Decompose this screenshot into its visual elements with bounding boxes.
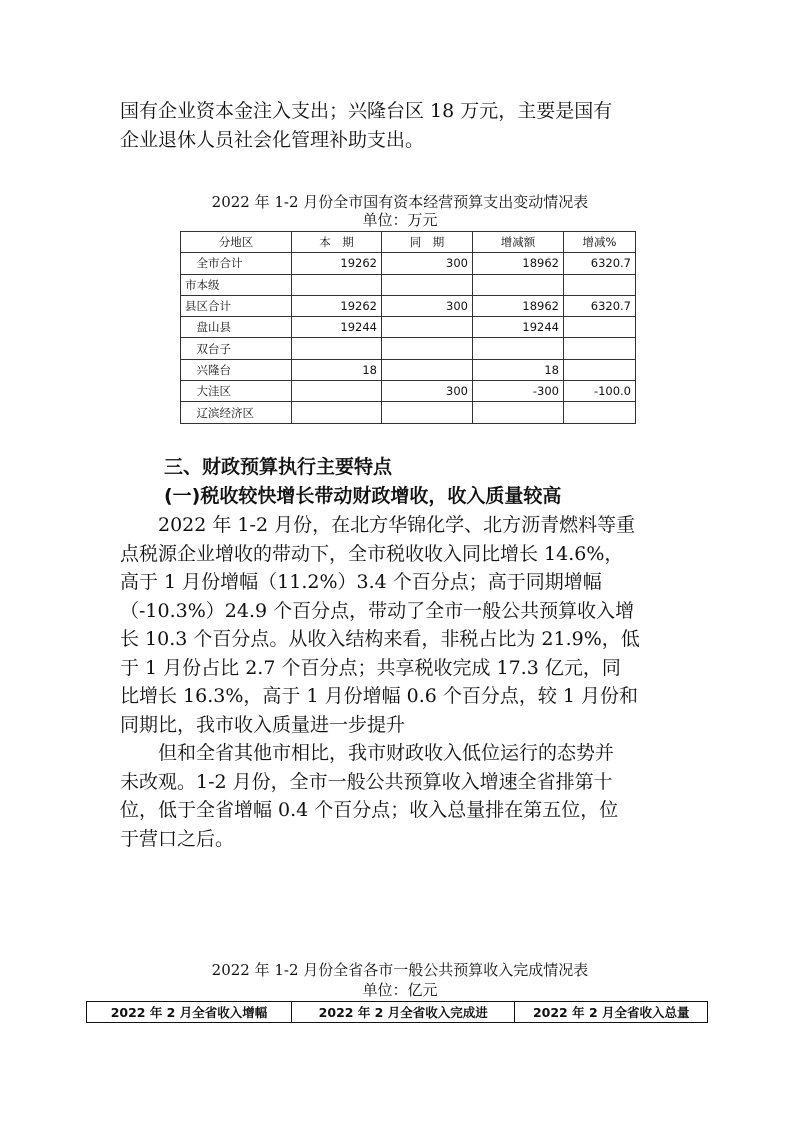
table-cell [473, 402, 564, 423]
table-cell: 县区合计 [181, 295, 292, 316]
table-row [181, 317, 636, 338]
body-paragraph-1 [120, 511, 680, 739]
table-cell: 18962 [473, 295, 564, 316]
paragraph-line: 但和全省其他市相比，我市财政收入低位运行的态势并 [120, 742, 615, 764]
table-cell: -100.0 [564, 381, 636, 402]
table-cell [382, 402, 473, 423]
table-cell [382, 359, 473, 380]
table2-unit: 单位：亿元 [362, 981, 438, 999]
table-cell: 300 [382, 295, 473, 316]
table-cell [473, 274, 564, 295]
table2-title: 2022 年 1-2 月份全省各市一般公共预算收入完成情况表 [211, 961, 589, 979]
paragraph-line: 位，低于全省增幅 0.4 个百分点；收入总量排在第五位，位 [120, 799, 619, 821]
table-cell [564, 359, 636, 380]
paragraph-line: （-10.3%）24.9 个百分点，带动了全市一般公共预算收入增 [120, 599, 635, 622]
table-cell [564, 274, 636, 295]
table-cell [564, 402, 636, 423]
table-cell [382, 317, 473, 338]
provincial-revenue-table [86, 1001, 708, 1023]
table-cell: 辽滨经济区 [181, 402, 292, 423]
table-cell [292, 274, 382, 295]
table-cell: 18 [292, 359, 382, 380]
table-cell: 300 [382, 381, 473, 402]
table1-unit: 单位：万元 [362, 211, 438, 229]
table-cell: 兴隆台 [181, 359, 292, 380]
table-cell: 19244 [473, 317, 564, 338]
intro-paragraph [120, 97, 680, 154]
table1-title: 2022 年 1-2 月份全市国有资本经营预算支出变动情况表 [211, 193, 589, 211]
table-row [181, 253, 636, 274]
column-header: 增减% [564, 232, 636, 253]
table-cell: 双台子 [181, 338, 292, 359]
table-header-row [87, 1002, 708, 1023]
table-cell [382, 338, 473, 359]
table-cell: -300 [473, 381, 564, 402]
paragraph-line: 比增长 16.3%，高于 1 月份增幅 0.6 个百分点，较 1 月份和 [120, 685, 639, 707]
table-cell [564, 338, 636, 359]
table-cell [292, 381, 382, 402]
table-header-row [181, 232, 636, 253]
paragraph-line: 同期比，我市收入质量进一步提升 [120, 713, 406, 736]
paragraph-line: 点税源企业增收的带动下，全市税收收入同比增长 14.6%， [120, 542, 624, 565]
paragraph-line: 于营口之后。 [120, 827, 235, 850]
table-row [181, 295, 636, 316]
table-cell [292, 338, 382, 359]
column-header: 增减额 [473, 232, 564, 253]
section-heading: 三、财政预算执行主要特点 [164, 456, 393, 478]
table-cell: 市本级 [181, 274, 292, 295]
body-paragraph-2 [120, 739, 680, 853]
table-row [181, 338, 636, 359]
column-header: 2022 年 2 月全省收入总量 [515, 1002, 708, 1023]
table-row [181, 274, 636, 295]
paragraph-line: 长 10.3 个百分点。从收入结构来看，非税占比为 21.9%，低 [120, 628, 640, 650]
table-cell [382, 274, 473, 295]
table-cell: 盘山县 [181, 317, 292, 338]
section-subheading: (一)税收较快增长带动财政增收，收入质量较高 [164, 485, 562, 507]
table-cell: 19244 [292, 317, 382, 338]
table-row [181, 359, 636, 380]
table-cell: 18962 [473, 253, 564, 274]
column-header: 同 期 [382, 232, 473, 253]
column-header: 2022 年 2 月全省收入增幅 [87, 1002, 292, 1023]
intro-line: 企业退休人员社会化管理补助支出。 [120, 128, 425, 151]
paragraph-line: 2022 年 1-2 月份，在北方华锦化学、北方沥青燃料等重 [120, 514, 636, 536]
intro-line: 国有企业资本金注入支出；兴隆台区 18 万元，主要是国有 [120, 100, 613, 122]
table-cell: 19262 [292, 253, 382, 274]
column-header: 分地区 [181, 232, 292, 253]
table-row [181, 381, 636, 402]
paragraph-line: 未改观。1-2 月份，全市一般公共预算收入增速全省排第十 [120, 770, 613, 793]
column-header: 本 期 [292, 232, 382, 253]
paragraph-line: 于 1 月份占比 2.7 个百分点；共享税收完成 17.3 亿元，同 [120, 656, 621, 679]
column-header: 2022 年 2 月全省收入完成进 [291, 1002, 515, 1023]
expenditure-table [180, 231, 636, 424]
table-cell: 300 [382, 253, 473, 274]
table-cell: 6320.7 [564, 295, 636, 316]
table-cell [564, 317, 636, 338]
paragraph-line: 高于 1 月份增幅（11.2%）3.4 个百分点；高于同期增幅 [120, 571, 602, 593]
table-cell: 6320.7 [564, 253, 636, 274]
table-cell [292, 402, 382, 423]
table-cell [473, 338, 564, 359]
table-cell: 全市合计 [181, 253, 292, 274]
table-cell: 18 [473, 359, 564, 380]
table-row [181, 402, 636, 423]
table-cell: 19262 [292, 295, 382, 316]
table-cell: 大洼区 [181, 381, 292, 402]
